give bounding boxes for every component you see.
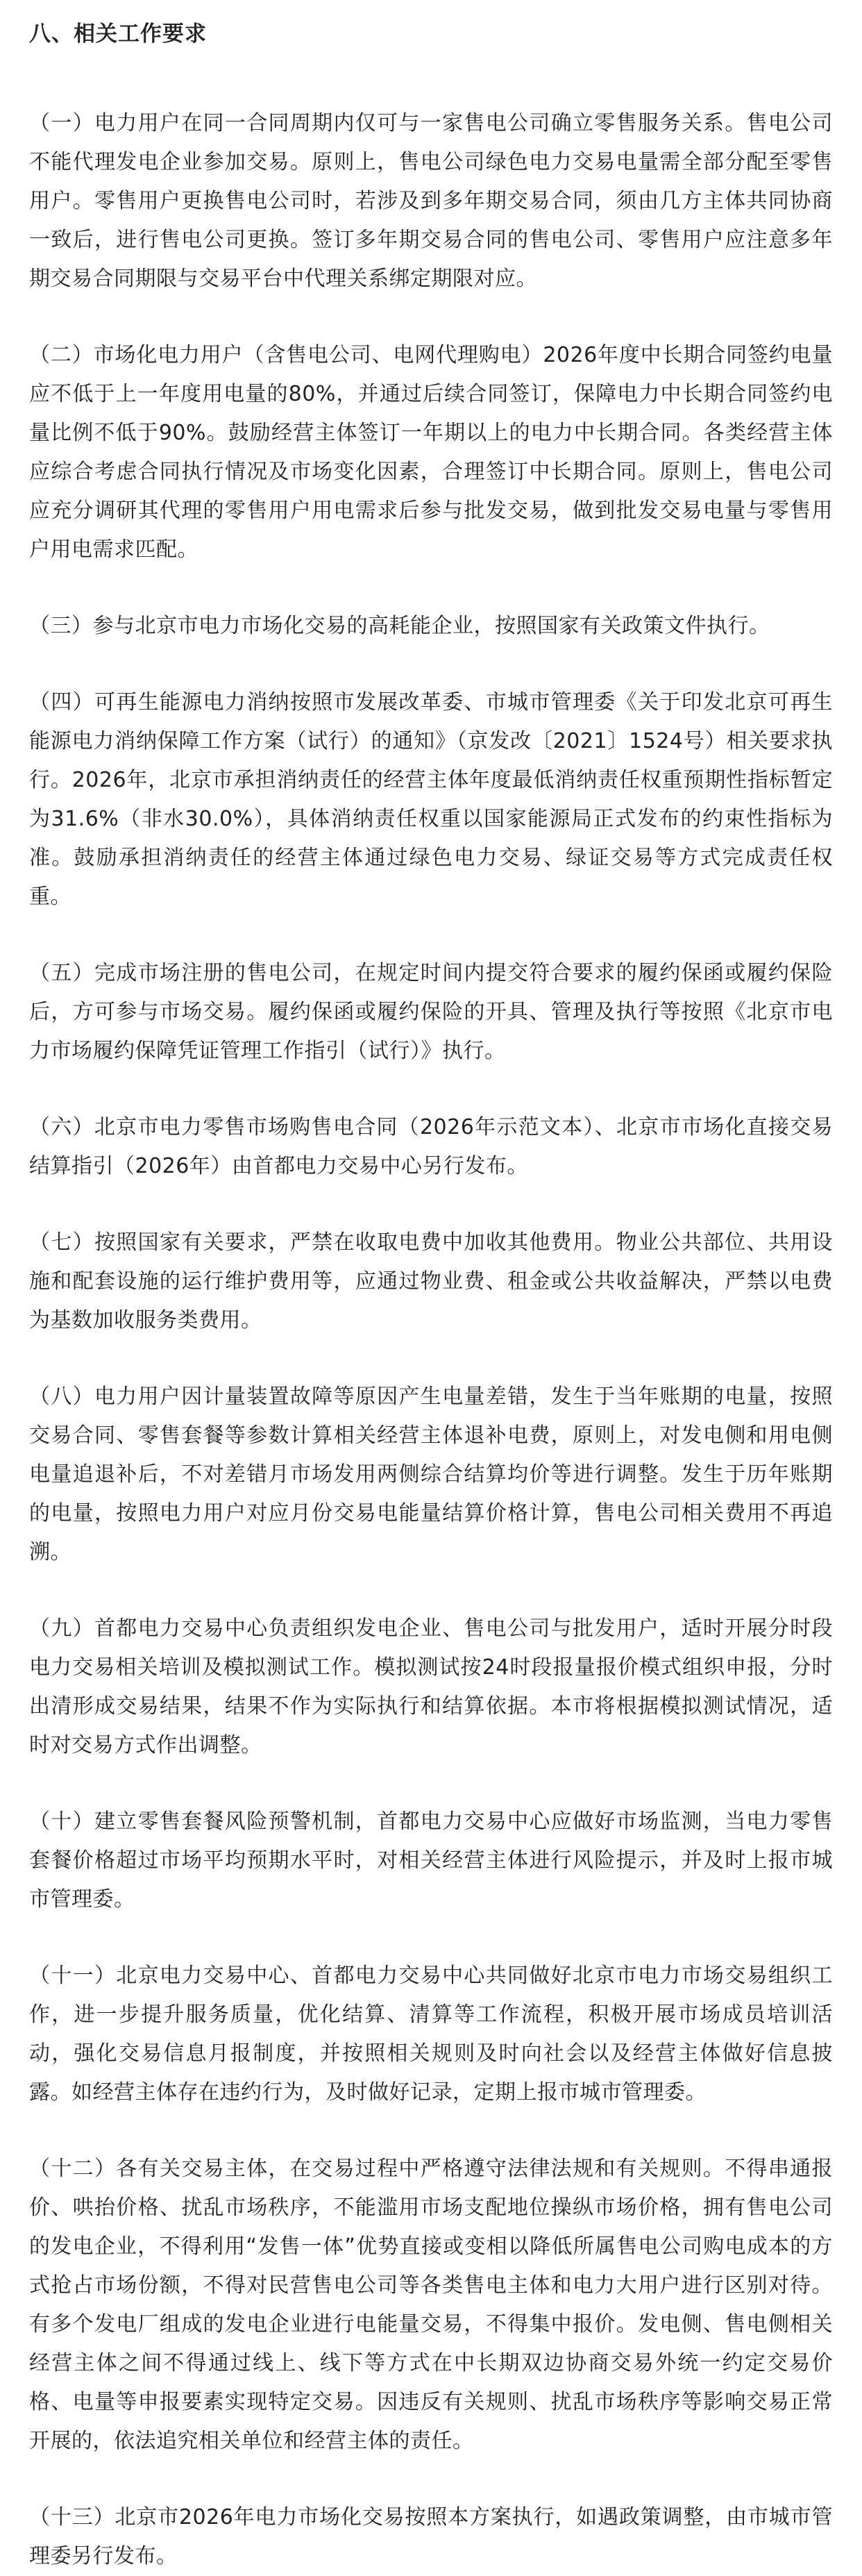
paragraph-4: （四）可再生能源电力消纳按照市发展改革委、市城市管理委《关于印发北京可再生能源电力消纳保障工作方案（试行）的通知》（京发改〔2021〕1524号）相关要求执行。2026年，北京市承担消纳责任的经营主体年度最低消纳责任权重预期性指标暂定为31.6%（非水30.0%），具体消纳责任权重以国家能源局正式发布的约束性指标为准。鼓励承担消纳责任的经营主体通过绿色电力交易、绿证交易等方式完成责任权重。 xyxy=(29,690,833,909)
paragraph-9: （九）首都电力交易中心负责组织发电企业、售电公司与批发用户，适时开展分时段电力交易相关培训及模拟测试工作。模拟测试按24时段报量报价模式组织申报，分时出清形成交易结果，结果不作为实际执行和结算依据。本市将根据模拟测试情况，适时对交易方式作出调整。 xyxy=(29,1616,833,1757)
paragraph-11: （十一）北京电力交易中心、首都电力交易中心共同做好北京市电力市场交易组织工作，进一步提升服务质量，优化结算、清算等工作流程，积极开展市场成员培训活动，强化交易信息月报制度，并按照相关规则及时向社会以及经营主体做好信息披露。如经营主体存在违约行为，及时做好记录，定期上报市城市管理委。 xyxy=(29,1964,833,2105)
paragraph-13: （十三）北京市2026年电力市场化交易按照本方案执行，如遇政策调整，由市城市管理委另行发布。 xyxy=(29,2505,833,2568)
paragraph-6: （六）北京市电力零售市场购售电合同（2026年示范文本）、北京市市场化直接交易结算指引（2026年）由首都电力交易中心另行发布。 xyxy=(29,1115,833,1178)
section-title: 八、相关工作要求 xyxy=(29,22,207,47)
paragraph-12: （十二）各有关交易主体，在交易过程中严格遵守法律法规和有关规则。不得串通报价、哄抬价格、扰乱市场秩序，不能滥用市场支配地位操纵市场价格，拥有售电公司的发电企业，不得利用“发售一体”优势直接或变相以降低所属售电公司购电成本的方式抢占市场份额，不得对民营售电公司等各类售电主体和电力大用户进行区别对待。有多个发电厂组成的发电企业进行电能量交易，不得集中报价。发电侧、售电侧相关经营主体之间不得通过线上、线下等方式在中长期双边协商交易外统一约定交易价格、电量等申报要素实现特定交易。因违反有关规则、扰乱市场秩序等影响交易正常开展的，依法追究相关单位和经营主体的责任。 xyxy=(29,2157,833,2453)
paragraph-3: （三）参与北京市电力市场化交易的高耗能企业，按照国家有关政策文件执行。 xyxy=(29,614,770,638)
paragraph-1: （一）电力用户在同一合同周期内仅可与一家售电公司确立零售服务关系。售电公司不能代理发电企业参加交易。原则上，售电公司绿色电力交易电量需全部分配至零售用户。零售用户更换售电公司时，若涉及到多年期交易合同，须由几方主体共同协商一致后，进行售电公司更换。签订多年期交易合同的售电公司、零售用户应注意多年期交易合同期限与交易平台中代理关系绑定期限对应。 xyxy=(29,111,833,291)
paragraph-7: （七）按照国家有关要求，严禁在收取电费中加收其他费用。物业公共部位、共用设施和配套设施的运行维护费用等，应通过物业费、租金或公共收益解决，严禁以电费为基数加收服务类费用。 xyxy=(29,1230,833,1332)
paragraph-5: （五）完成市场注册的售电公司，在规定时间内提交符合要求的履约保函或履约保险后，方可参与市场交易。履约保函或履约保险的开具、管理及执行等按照《北京市电力市场履约保障凭证管理工作指引（试行）》执行。 xyxy=(29,961,833,1063)
paragraph-2: （二）市场化电力用户（含售电公司、电网代理购电）2026年度中长期合同签约电量应不低于上一年度用电量的80%，并通过后续合同签订，保障电力中长期合同签约电量比例不低于90%。鼓励经营主体签订一年期以上的电力中长期合同。各类经营主体应综合考虑合同执行情况及市场变化因素，合理签订中长期合同。原则上，售电公司应充分调研其代理的零售用户用电需求后参与批发交易，做到批发交易电量与零售用户用电需求匹配。 xyxy=(29,343,833,562)
paragraph-10: （十）建立零售套餐风险预警机制，首都电力交易中心应做好市场监测，当电力零售套餐价格超过市场平均预期水平时，对相关经营主体进行风险提示，并及时上报市城市管理委。 xyxy=(29,1809,833,1912)
paragraph-8: （八）电力用户因计量装置故障等原因产生电量差错，发生于当年账期的电量，按照交易合同、零售套餐等参数计算相关经营主体退补电费，原则上，对发电侧和用电侧电量追退补后，不对差错月市场发用两侧综合结算均价等进行调整。发生于历年账期的电量，按照电力用户对应月份交易电能量结算价格计算，售电公司相关费用不再追溯。 xyxy=(29,1385,833,1564)
